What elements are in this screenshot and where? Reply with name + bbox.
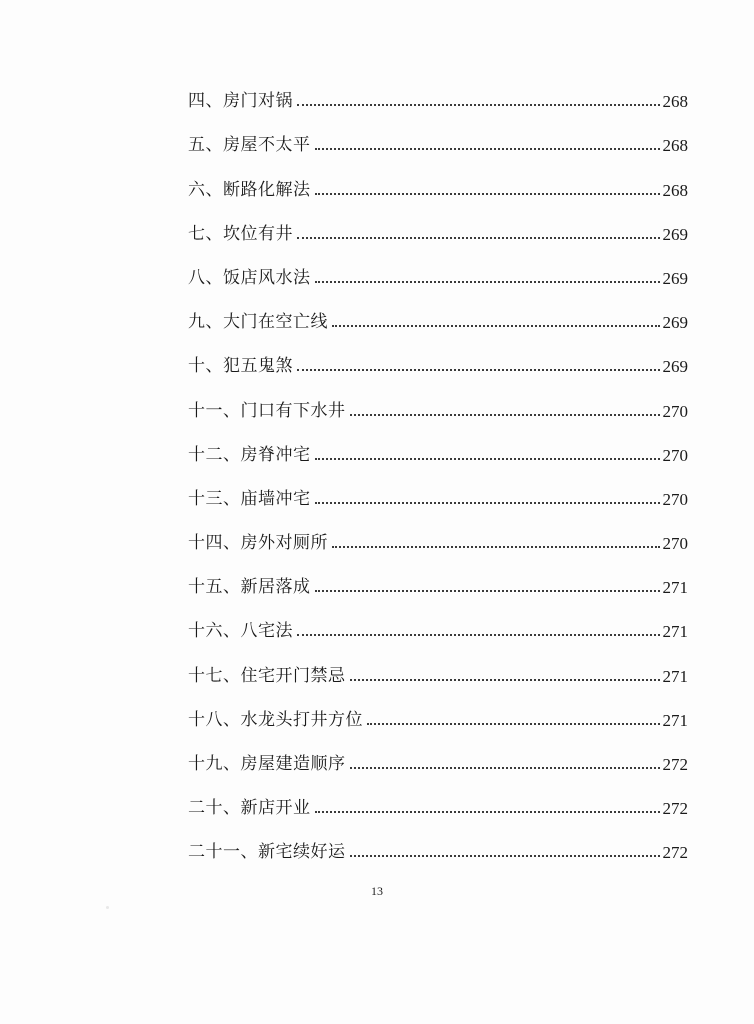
toc-entry-page: 271 [662,578,688,598]
toc-entry-page: 268 [662,92,688,112]
toc-entry [188,243,688,287]
toc-entry-page: 271 [662,666,688,686]
toc-entry-page: 270 [662,489,688,509]
toc-entry [188,420,688,464]
toc-leader-dots [350,766,660,769]
scan-speck [106,906,109,909]
toc-leader-dots [315,147,660,150]
toc-entry-title: 五、房屋不太平 [188,135,311,156]
toc-entry-title: 十八、水龙头打井方位 [188,709,363,730]
toc-entry-title: 二十、新店开业 [188,798,311,819]
toc-leader-dots [297,368,660,371]
toc-entry [188,464,688,508]
toc-entry-page: 270 [662,445,688,465]
toc-leader-dots [332,324,660,327]
toc-entry-page: 270 [662,534,688,554]
toc-entry-page: 272 [662,843,688,863]
toc-entry-title: 十四、房外对厕所 [188,533,328,554]
toc-entry [188,199,688,243]
toc-entry-title: 十九、房屋建造顺序 [188,754,346,774]
toc-entry [188,66,688,110]
toc-leader-dots [350,854,660,857]
toc-leader-dots [297,103,660,106]
toc-entry-page: 272 [662,799,688,819]
toc-entry [188,729,688,773]
toc-entry [188,375,688,419]
toc-entry-page: 269 [662,224,688,244]
toc-leader-dots [315,589,660,592]
toc-entry-title: 十一、门口有下水井 [188,400,346,421]
toc-entry-title: 六、断路化解法 [188,179,311,200]
toc-entry-page: 272 [662,755,688,774]
toc-leader-dots [297,236,660,239]
table-of-contents [188,66,688,861]
toc-entry [188,287,688,331]
toc-entry [188,552,688,596]
toc-entry-title: 十七、住宅开门禁忌 [188,665,346,686]
toc-entry-title: 七、坎位有井 [188,223,293,244]
toc-entry-title: 十二、房脊冲宅 [188,444,311,465]
toc-entry-title: 四、房门对锅 [188,91,293,112]
toc-entry [188,817,688,861]
toc-leader-dots [315,280,660,283]
toc-entry-page: 268 [662,180,688,200]
toc-leader-dots [315,501,660,504]
toc-entry-page: 269 [662,357,688,377]
toc-leader-dots [297,633,660,636]
toc-entry-title: 九、大门在空亡线 [188,312,328,333]
toc-leader-dots [350,413,660,416]
toc-entry [188,640,688,684]
toc-entry [188,685,688,729]
toc-entry-title: 十、犯五鬼煞 [188,356,293,377]
toc-entry [188,110,688,154]
toc-entry-title: 二十一、新宅续好运 [188,842,346,863]
toc-entry [188,508,688,552]
page-number: 13 [371,884,383,898]
toc-leader-dots [367,722,660,725]
toc-entry-title: 十三、庙墙冲宅 [188,488,311,509]
toc-entry [188,596,688,640]
toc-leader-dots [315,457,660,460]
toc-entry-page: 269 [662,313,688,333]
toc-entry [188,154,688,198]
toc-leader-dots [332,545,660,548]
toc-entry-title: 十五、新居落成 [188,577,311,598]
toc-leader-dots [315,810,660,813]
toc-entry-title: 八、饭店风水法 [188,267,311,288]
toc-entry [188,331,688,375]
toc-entry-title: 十六、八宅法 [188,621,293,642]
toc-entry [188,773,688,817]
toc-entry-page: 268 [662,136,688,156]
toc-leader-dots [315,192,660,195]
toc-entry-page: 271 [662,710,688,730]
toc-leader-dots [350,678,660,681]
toc-entry-page: 271 [662,622,688,642]
toc-entry-page: 270 [662,401,688,421]
toc-entry-page: 269 [662,268,688,288]
